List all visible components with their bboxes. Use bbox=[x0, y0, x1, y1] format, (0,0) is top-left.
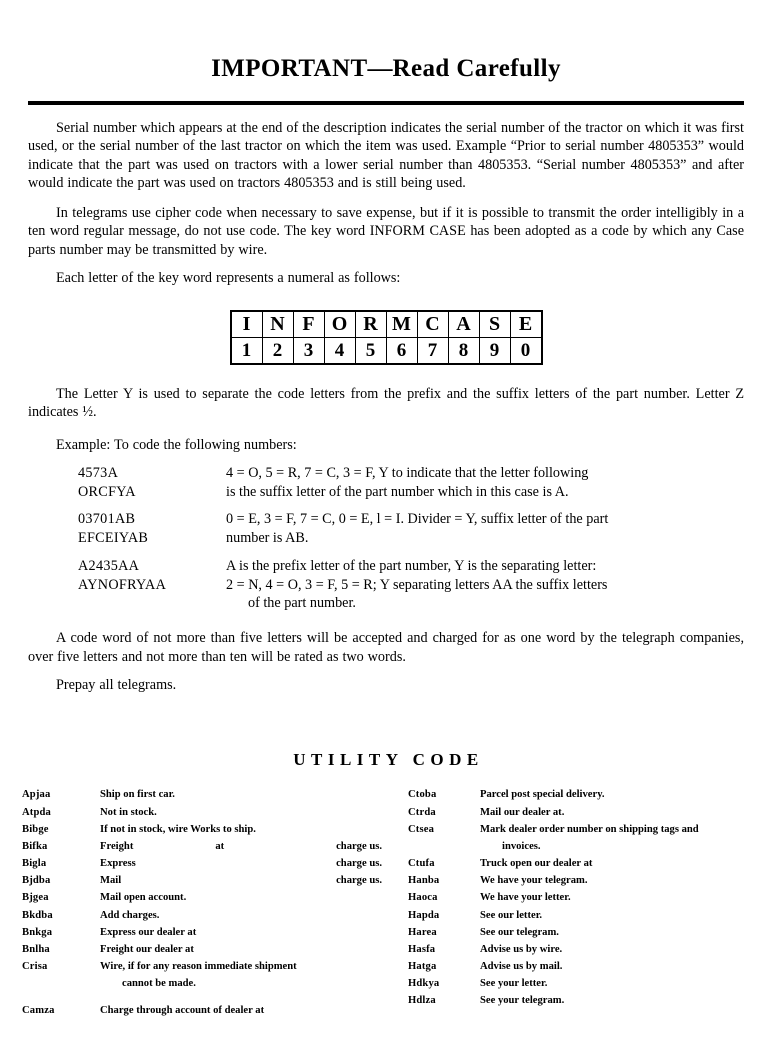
utility-code-table bbox=[22, 786, 750, 1019]
utility-code-row bbox=[408, 958, 750, 975]
cipher-digit-cell: 8 bbox=[448, 337, 479, 364]
utility-code-meaning: Charge through account of dealer at bbox=[100, 1005, 265, 1017]
utility-code-meaning: Mail our dealer at. bbox=[480, 806, 565, 818]
utility-code-meaning-text: Mail bbox=[100, 875, 122, 887]
utility-code-meaning: Parcel post special delivery. bbox=[480, 789, 605, 801]
utility-code-word: Harea bbox=[408, 926, 437, 938]
paragraph-telegram-cipher: In telegrams use cipher code when necessary to save expense, but if it is possible to transmit the order intelligibly in a ten word regular message, do not use code. The key word INFORM CASE has been adopted as a code by which any Case parts number may be transmitted by wire. bbox=[28, 204, 744, 258]
cipher-table-wrapper bbox=[0, 310, 772, 365]
utility-code-heading: UTILITY CODE bbox=[293, 750, 484, 770]
cipher-letters-row bbox=[231, 311, 542, 338]
utility-code-meaning-end: charge us. bbox=[336, 858, 382, 870]
utility-code-row bbox=[408, 924, 750, 941]
utility-code-meaning: We have your letter. bbox=[480, 892, 571, 904]
utility-code-meaning: Add charges. bbox=[100, 909, 160, 921]
utility-code-word: Ctsea bbox=[408, 823, 435, 835]
utility-code-meaning-text: Wire, if for any reason immediate shipment bbox=[100, 961, 297, 973]
utility-code-row bbox=[22, 821, 386, 838]
example-row bbox=[78, 483, 744, 502]
example-row bbox=[78, 529, 744, 548]
cipher-letter-cell: S bbox=[479, 311, 510, 338]
cipher-digit-cell: 6 bbox=[386, 337, 417, 364]
paragraph-prepay: Prepay all telegrams. bbox=[56, 677, 177, 694]
utility-code-meaning-mid: at bbox=[215, 840, 225, 852]
example-row bbox=[78, 557, 744, 576]
utility-code-row bbox=[22, 907, 386, 924]
utility-code-right-column bbox=[386, 786, 750, 1019]
utility-code-meaning: Ship on first car. bbox=[100, 789, 175, 801]
utility-code-row bbox=[22, 804, 386, 821]
utility-code-meaning-continued: invoices. bbox=[502, 840, 541, 852]
body-text-block-3 bbox=[28, 629, 744, 694]
utility-code-meaning: Truck open our dealer at bbox=[480, 858, 593, 870]
cipher-letter-cell: E bbox=[510, 311, 542, 338]
example-description: 0 = E, 3 = F, 7 = C, 0 = E, l = I. Divider = Y, suffix letter of the part bbox=[226, 511, 609, 528]
example-description: 4 = O, 5 = R, 7 = C, 3 = F, Y to indicate that the letter following bbox=[226, 464, 589, 481]
cipher-letter-cell: O bbox=[324, 311, 355, 338]
utility-code-row bbox=[22, 958, 386, 992]
cipher-digit-cell: 4 bbox=[324, 337, 355, 364]
cipher-digit-cell: 3 bbox=[293, 337, 324, 364]
utility-code-meaning-text: Mark dealer order number on shipping tags and bbox=[480, 823, 699, 835]
example-description: A is the prefix letter of the part number, Y is the separating letter: bbox=[226, 557, 597, 574]
utility-code-meaning: Freight our dealer at bbox=[100, 943, 194, 955]
example-code-letters: ORCFYA bbox=[78, 483, 136, 500]
utility-code-word: Hatga bbox=[408, 961, 437, 973]
utility-code-row bbox=[408, 804, 750, 821]
utility-code-word: Bnkga bbox=[22, 926, 53, 938]
utility-code-word: Bibge bbox=[22, 823, 49, 835]
example-description: is the suffix letter of the part number which in this case is A. bbox=[226, 483, 569, 500]
example-code-number: 4573A bbox=[78, 464, 119, 481]
utility-code-row bbox=[408, 941, 750, 958]
paragraph-key-word-intro: Each letter of the key word represents a numeral as follows: bbox=[56, 270, 401, 287]
example-row bbox=[78, 464, 744, 483]
utility-code-row bbox=[408, 889, 750, 906]
utility-code-row bbox=[22, 941, 386, 958]
header-divider-rule bbox=[28, 101, 744, 105]
utility-code-word: Hapda bbox=[408, 909, 440, 921]
cipher-letter-cell: R bbox=[355, 311, 386, 338]
paragraph-example-intro: Example: To code the following numbers: bbox=[56, 436, 297, 453]
utility-code-word: Hdlza bbox=[408, 995, 436, 1007]
utility-code-meaning: We have your telegram. bbox=[480, 875, 588, 887]
utility-code-word: Bnlha bbox=[22, 943, 50, 955]
utility-code-meaning: Express our dealer at bbox=[100, 926, 197, 938]
utility-code-meaning: See our letter. bbox=[480, 909, 543, 921]
utility-code-word: Bkdba bbox=[22, 909, 53, 921]
utility-code-meaning-text: Freight bbox=[100, 840, 134, 852]
utility-code-meaning-end: charge us. bbox=[336, 840, 382, 852]
cipher-digit-cell: 2 bbox=[262, 337, 293, 364]
example-row bbox=[78, 576, 744, 595]
utility-code-meaning: See your letter. bbox=[480, 978, 548, 990]
utility-code-meaning: Advise us by wire. bbox=[480, 943, 563, 955]
utility-code-row bbox=[408, 907, 750, 924]
cipher-digit-cell: 5 bbox=[355, 337, 386, 364]
example-description-continued: of the part number. bbox=[248, 595, 356, 612]
utility-code-row bbox=[22, 855, 386, 872]
utility-code-meaning-text: Express bbox=[100, 858, 136, 870]
cipher-letter-cell: A bbox=[448, 311, 479, 338]
utility-code-word: Atpda bbox=[22, 806, 52, 818]
utility-code-word: Hasfa bbox=[408, 943, 436, 955]
utility-code-row bbox=[408, 786, 750, 803]
paragraph-code-word-rates: A code word of not more than five letters will be accepted and charged for as one word by the telegraph companies, over five letters and not more than ten will be rated as two words. bbox=[28, 630, 744, 665]
example-code-number: 03701AB bbox=[78, 511, 136, 528]
utility-code-word: Ctufa bbox=[408, 858, 435, 870]
utility-code-row bbox=[408, 821, 750, 855]
example-description: 2 = N, 4 = O, 3 = F, 5 = R; Y separating letters AA the suffix letters bbox=[226, 576, 608, 593]
utility-code-word: Bjdba bbox=[22, 875, 51, 887]
example-row bbox=[78, 510, 744, 529]
utility-code-meaning bbox=[100, 958, 386, 992]
utility-code-word: Hanba bbox=[408, 875, 440, 887]
utility-code-word: Bifka bbox=[22, 840, 48, 852]
example-code-letters: EFCEIYAB bbox=[78, 530, 149, 547]
cipher-letter-cell: M bbox=[386, 311, 417, 338]
utility-code-word: Camza bbox=[22, 1005, 55, 1017]
utility-code-row bbox=[22, 889, 386, 906]
examples-block bbox=[78, 464, 744, 613]
utility-code-row bbox=[22, 872, 386, 889]
page-title bbox=[0, 55, 772, 83]
utility-code-meaning bbox=[100, 855, 386, 872]
utility-code-meaning: Advise us by mail. bbox=[480, 961, 563, 973]
example-description: number is AB. bbox=[226, 530, 309, 547]
utility-code-word: Bjgea bbox=[22, 892, 49, 904]
utility-code-word: Bigla bbox=[22, 858, 47, 870]
cipher-code-table bbox=[230, 310, 543, 365]
utility-code-word: Hdkya bbox=[408, 978, 440, 990]
utility-code-row bbox=[22, 786, 386, 803]
utility-code-word: Haoca bbox=[408, 892, 438, 904]
utility-code-row bbox=[22, 1002, 386, 1019]
utility-code-meaning: Not in stock. bbox=[100, 806, 157, 818]
body-text-block bbox=[28, 119, 744, 288]
paragraph-letter-y: The Letter Y is used to separate the code letters from the prefix and the suffix letters of the part number. Letter Z indicates ½. bbox=[28, 385, 744, 421]
utility-code-meaning bbox=[100, 838, 386, 855]
utility-code-row bbox=[408, 992, 750, 1009]
cipher-letter-cell: I bbox=[231, 311, 263, 338]
utility-code-meaning: See your telegram. bbox=[480, 995, 565, 1007]
example-row bbox=[78, 594, 744, 613]
utility-code-row bbox=[408, 872, 750, 889]
utility-code-left-column bbox=[22, 786, 386, 1019]
utility-code-row bbox=[408, 855, 750, 872]
utility-code-row bbox=[408, 975, 750, 992]
cipher-letter-cell: F bbox=[293, 311, 324, 338]
cipher-digits-row bbox=[231, 337, 542, 364]
utility-code-meaning: See our telegram. bbox=[480, 926, 559, 938]
page-title-sub: Read Carefully bbox=[392, 55, 561, 82]
utility-code-word: Ctoba bbox=[408, 789, 437, 801]
utility-code-meaning: If not in stock, wire Works to ship. bbox=[100, 823, 256, 835]
document-page bbox=[0, 55, 772, 1055]
cipher-letter-cell: N bbox=[262, 311, 293, 338]
example-code-number: A2435AA bbox=[78, 557, 140, 574]
page-title-dash: — bbox=[367, 55, 393, 82]
utility-code-meaning-end: charge us. bbox=[336, 875, 382, 887]
utility-code-word: Ctrda bbox=[408, 806, 436, 818]
cipher-digit-cell: 1 bbox=[231, 337, 263, 364]
example-code-letters: AYNOFRYAA bbox=[78, 576, 167, 593]
utility-code-word: Apjaa bbox=[22, 789, 51, 801]
utility-code-row bbox=[22, 924, 386, 941]
cipher-digit-cell: 7 bbox=[417, 337, 448, 364]
body-text-block-2 bbox=[28, 385, 744, 454]
utility-code-meaning-continued: cannot be made. bbox=[122, 978, 196, 990]
page-title-main: IMPORTANT bbox=[211, 55, 368, 82]
paragraph-serial-number: Serial number which appears at the end of the description indicates the serial number of the tractor on which it was first used, or the serial number of the last tractor on which the item was used. Example “Prior to serial number 4805353” would indicate that the part was used on tractors with a lower serial number than 4805353. “Serial number 4805353” and after would indicate the part was used on tractors 4805353 and is still being used. bbox=[28, 120, 744, 192]
utility-code-row bbox=[22, 838, 386, 855]
cipher-digit-cell: 9 bbox=[479, 337, 510, 364]
cipher-digit-cell: 0 bbox=[510, 337, 542, 364]
utility-code-meaning bbox=[100, 872, 386, 889]
utility-code-meaning: Mail open account. bbox=[100, 892, 187, 904]
cipher-letter-cell: C bbox=[417, 311, 448, 338]
utility-code-word: Crisa bbox=[22, 961, 48, 973]
utility-code-meaning bbox=[480, 821, 750, 855]
